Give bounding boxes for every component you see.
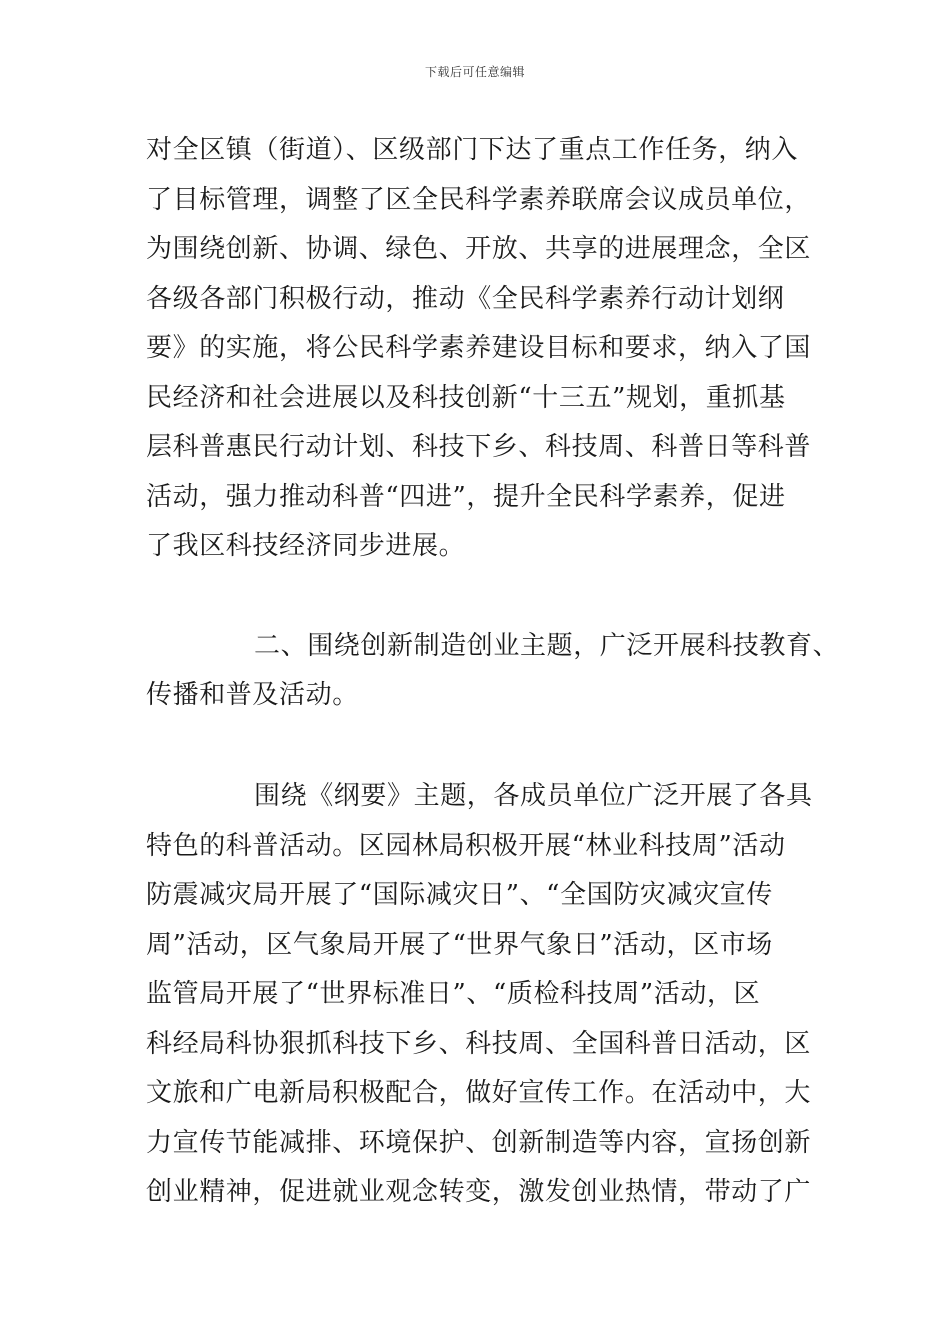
section-heading-line: 二、围绕创新制造创业主题，广泛开展科技教育、 [254,631,840,661]
body-line: 要》的实施，将公民科学素养建设目标和要求，纳入了国 [146,333,812,363]
body-line: 了我区科技经济同步进展。 [146,531,466,561]
body-line: 了目标管理，调整了区全民科学素养联席会议成员单位， [146,185,812,215]
body-line: 各级各部门积极行动，推动《全民科学素养行动计划纲 [146,284,785,314]
body-line: 周”活动，区气象局开展了“世界气象日”活动，区市场 [146,930,773,960]
body-line: 力宣传节能减排、环境保护、创新制造等内容，宣扬创新 [146,1128,812,1158]
body-line: 创业精神，促进就业观念转变，激发创业热情，带动了广 [146,1177,812,1207]
body-line: 文旅和广电新局积极配合，做好宣传工作。在活动中，大 [146,1078,812,1108]
section-heading-line: 传播和普及活动。 [146,680,359,710]
body-line: 层科普惠民行动计划、科技下乡、科技周、科普日等科普 [146,432,812,462]
body-line: 活动，强力推动科普“四进”，提升全民科学素养，促进 [146,482,786,512]
body-line: 特色的科普活动。区园林局积极开展“林业科技周”活动 [146,831,786,861]
body-line: 防震减灾局开展了“国际减灾日”、“全国防灾减灾宣传 [146,880,773,910]
body-line: 对全区镇（街道）、区级部门下达了重点工作任务，纳入 [146,135,799,165]
body-line: 围绕《纲要》主题，各成员单位广泛开展了各具 [254,781,813,811]
page-header: 下载后可任意编辑 [424,65,525,79]
body-line: 为围绕创新、协调、绿色、开放、共享的进展理念，全区 [146,234,812,264]
body-line: 科经局科协狠抓科技下乡、科技周、全国科普日活动，区 [146,1029,812,1059]
body-line: 民经济和社会进展以及科技创新“十三五”规划，重抓基 [146,383,786,413]
body-line: 监管局开展了“世界标准日”、“质检科技周”活动，区 [146,979,761,1009]
